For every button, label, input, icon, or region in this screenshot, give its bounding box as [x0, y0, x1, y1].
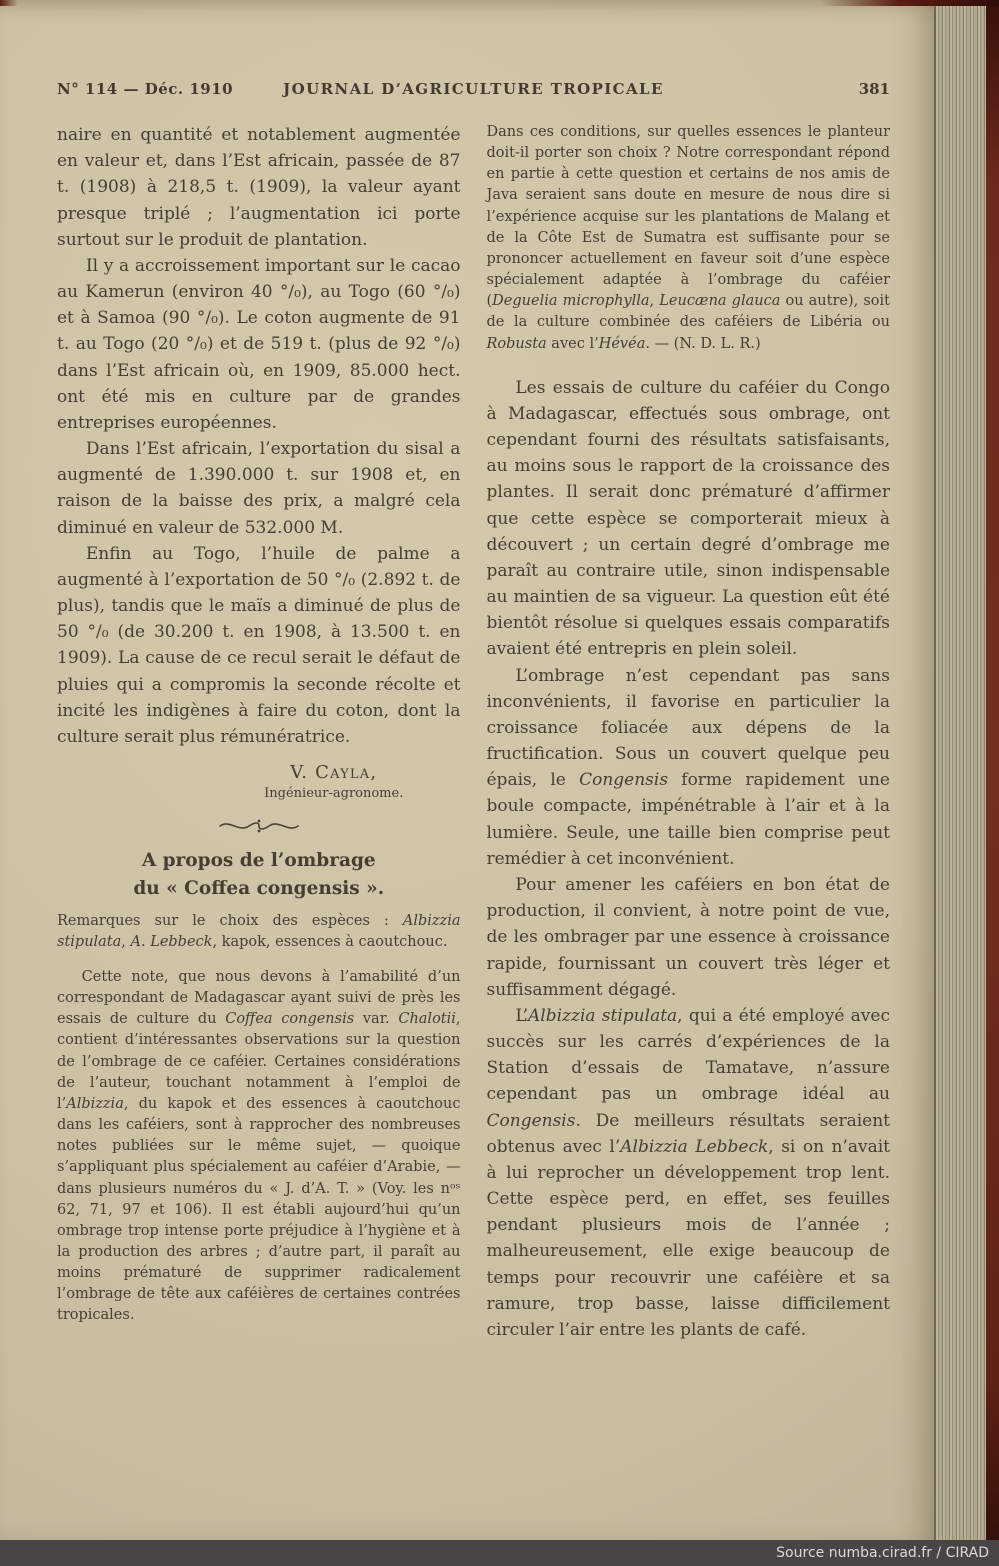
scan-top-edge	[0, 0, 999, 6]
paragraph: L’ombrage n’est cependant pas sans inconvénients, il favorise en particulier la croissance foliacée aux dépens de la fructification. Sous un couvert quelque peu épais, le Congensis forme rapidement une boule compacte, impénétrable à l’air et à la lumière. Seule, une taille bien comprise peut remédier à cet inconvénient.	[486, 665, 890, 869]
editorial-intro-note: Cette note, que nous devons à l’amabilité d’un correspondant de Madagascar ayant suivi de près les essais de culture du Coffea congensis var. Chalotii, contient d’intéressantes observations sur la question de l’ombrage de ce caféier. Certaines considérations de l’auteur, touchant notamment à l’emploi de l’Albizzia, du kapok et des essences à caoutchouc dans les caféiers, sont à rapprocher des nombreuses notes publiées sur le même sujet, — quoique s’appliquant plus spécialement au caféier d’Arabie, — dans plusieurs numéros du « J. d’A. T. » (Voy. les nᵒˢ 62, 71, 97 et 106). Il est établi aujourd’hui qu’un ombrage trop intense porte préjudice à l’hygiène et à la production des arbres ; d’autre part, il paraît au moins prématuré de supprimer radicalement l’ombrage de tête aux caféières de certaines contrées tropicales.	[57, 968, 461, 1324]
article-title	[57, 847, 461, 903]
paragraph: Enfin au Togo, l’huile de palme a augmenté à l’exportation de 50 °/₀ (2.892 t. de plus), tandis que le maïs a diminué de plus de 50 °/₀ (de 30.200 t. en 1908, à 13.500 t. en 1909). La cause de ce recul serait le défaut de pluies qui a compromis la seconde récolte et incité les indigènes à faire du coton, dont la culture serait plus rémunératrice.	[57, 543, 461, 747]
book-binding	[986, 0, 999, 1566]
author-name: V. Cayla,	[290, 762, 378, 784]
journal-title: JOURNAL D’AGRICULTURE TROPICALE	[283, 80, 664, 98]
paragraph: Pour amener les caféiers en bon état de production, il convient, à notre point de vue, de les ombrager par une essence à croissance rapide, fournissant un couvert très léger et suffisamment dégagé.	[486, 874, 890, 1000]
text-columns	[57, 122, 890, 1343]
signature-block	[207, 762, 461, 801]
source-text: Source numba.cirad.fr / CIRAD	[776, 1545, 989, 1561]
issue-number: N° 114 — Déc. 1910	[57, 80, 234, 98]
paragraph: L’Albizzia stipulata, qui a été employé avec succès sur les carrés d’expériences de la Station d’essais de Tamatave, n’assure cependant pas un ombrage idéal au Congensis. De meilleurs résultats seraient obtenus avec l’Albizzia Lebbeck, si on n’avait à lui reprocher un développement trop lent. Cette espèce perd, en effet, ses feuilles pendant plusieurs mois de l’année ; malheureusement, elle exige beaucoup de temps pour recouvrir une caféière et sa ramure, trop basse, laisse difficilement circuler l’air entre les plants de café.	[486, 1005, 891, 1340]
article-title-line1: A propos de l’ombrage	[141, 850, 376, 872]
page-content	[57, 80, 890, 1343]
page-header	[57, 80, 890, 98]
ornament-flourish-icon	[57, 817, 461, 839]
right-column	[487, 122, 891, 1343]
paragraph: naire en quantité et notablement augmentée en valeur et, dans l’Est africain, passée de 87 t. (1908) à 218,5 t. (1909), la valeur ayant presque triplé ; l’augmentation ici porte surtout sur le produit de plantation.	[57, 125, 461, 250]
paragraph: Il y a accroissement important sur le cacao au Kamerun (environ 40 °/₀), au Togo (60 °/₀) et à Samoa (90 °/₀). Le coton augmente de 91 t. au Togo (20 °/₀) et de 519 t. (plus de 92 °/₀) dans l’Est africain où, en 1909, 85.000 hect. ont été mis en culture par de grandes entreprises européennes.	[57, 255, 461, 433]
paragraph: Les essais de culture du caféier du Congo à Madagascar, effectués sous ombrage, ont cependant fourni des résultats satisfaisants, au moins sous le rapport de la croissance des plantes. Il serait donc prématuré d’affirmer que cette espèce se comporterait mieux à découvert ; un certain degré d’ombrage me paraît au contraire utile, sinon indispensable au maintien de sa vigueur. La question eût été bientôt résolue si quelques essais comparatifs avaient été entrepris en plein soleil.	[486, 377, 890, 660]
author-title: Ingénieur-agronome.	[264, 786, 404, 802]
book-page-edges	[934, 0, 986, 1540]
paragraph: Dans l’Est africain, l’exportation du sisal a augmenté de 1.390.000 t. sur 1908 et, en raison de la baisse des prix, a malgré cela diminué en valeur de 532.000 M.	[57, 439, 461, 538]
source-attribution-bar	[0, 1540, 999, 1566]
article-subtitle: Remarques sur le choix des espèces : Albizzia stipulata, A. Lebbeck, kapok, essences à caoutchouc.	[57, 912, 461, 950]
page-number: 381	[858, 80, 890, 98]
article-title-line2: du « Coffea congensis ».	[133, 877, 385, 899]
editor-note: Dans ces conditions, sur quelles essences le planteur doit-il porter son choix ? Notre correspondant répond en partie à cette question et certains de nos amis de Java seraient sans doute en mesure de nous dire si l’expérience acquise sur les plantations de Malang et de la Côte Est de Sumatra est suffisante pour se prononcer actuellement en faveur soit d’une espèce spécialement adaptée à l’ombrage du caféier (Deguelia microphylla, Leucæna glauca ou autre), soit de la culture combinée des caféiers de Libéria ou Robusta avec l’Hévéa. — (N. D. L. R.)	[486, 124, 891, 352]
left-column	[57, 122, 461, 1343]
